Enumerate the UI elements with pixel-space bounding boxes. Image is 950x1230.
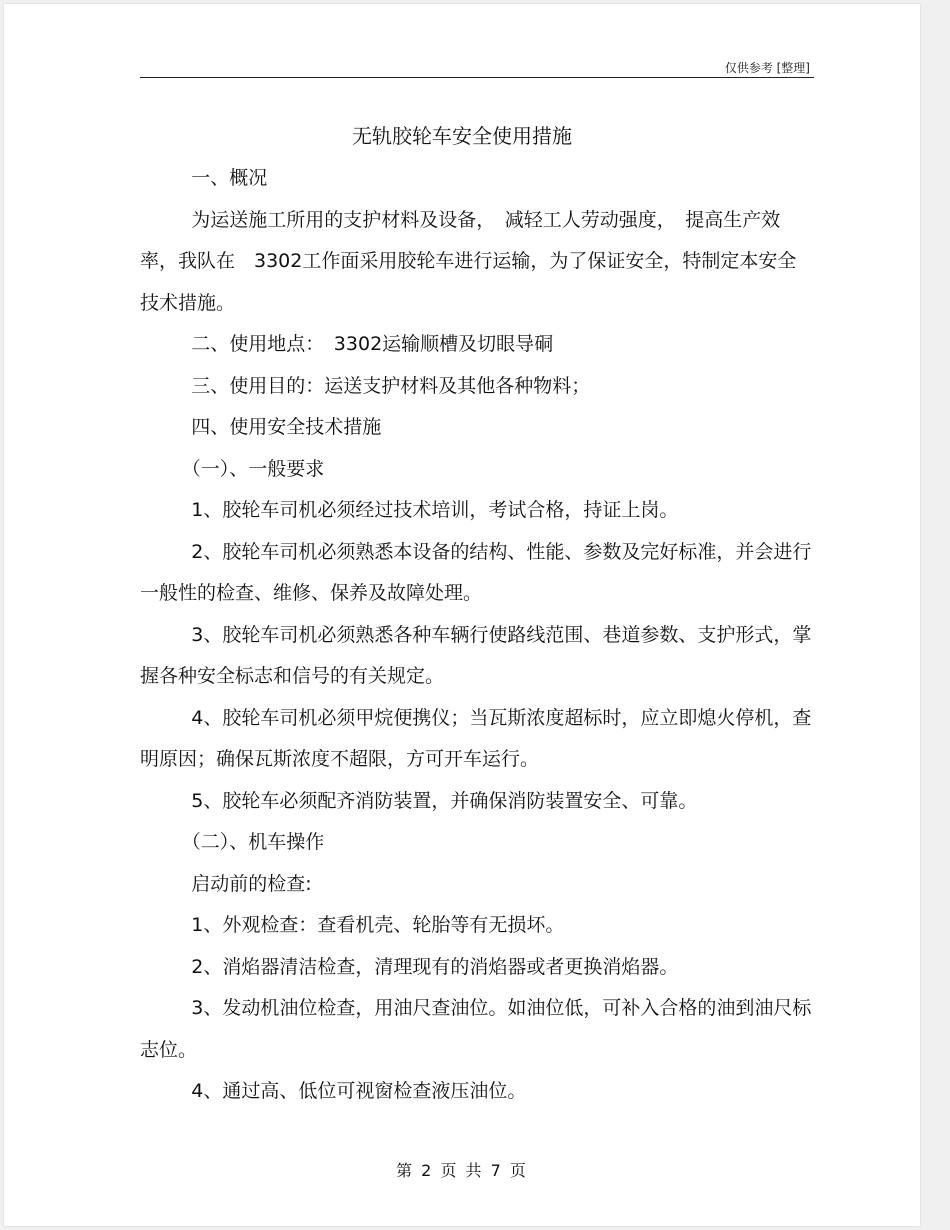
section-heading-measures: 四、使用安全技术措施 — [191, 416, 382, 438]
section-heading-overview: 一、概况 — [191, 167, 268, 189]
paragraph-precheck: 启动前的检查: — [191, 872, 312, 895]
subsection-heading-operation: （二）、机车操作 — [181, 831, 325, 853]
list-item: 4、胶轮车司机必须甲烷便携仪；当瓦斯浓度超标时，应立即熄火停机，查明原因；确保瓦斯浓度不超限，方可开车运行。 — [140, 706, 812, 770]
paragraph-overview: 为运送施工所用的支护材料及设备， 减轻工人劳动强度， 提高生产效率，我队在 3302工作面采用胶轮车进行运输，为了保证安全，特制定本安全技术措施。 — [140, 208, 797, 314]
list-item: 1、外观检查：查看机壳、轮胎等有无损坏。 — [191, 914, 565, 936]
list-item: 5、胶轮车必须配齐消防装置，并确保消防装置安全、可靠。 — [191, 789, 698, 812]
list-item: 3、胶轮车司机必须熟悉各种车辆行使路线范围、巷道参数、支护形式，掌握各种安全标志和信号的有关规定。 — [140, 623, 812, 687]
list-item: 1、胶轮车司机必须经过技术培训，考试合格，持证上岗。 — [191, 499, 679, 521]
list-item: 2、消焰器清洁检查，清理现有的消焰器或者更换消焰器。 — [191, 955, 679, 978]
section-heading-location: 二、使用地点： 3302运输顺槽及切眼导硐 — [191, 333, 554, 355]
document-title: 无轨胶轮车安全使用措施 — [352, 124, 572, 148]
document-page — [4, 4, 920, 1226]
subsection-heading-general: （一）、一般要求 — [181, 457, 325, 480]
list-item: 4、通过高、低位可视窗检查液压油位。 — [191, 1080, 527, 1102]
list-item: 3、发动机油位检查，用油尺查油位。如油位低，可补入合格的油到油尺标志位。 — [140, 997, 812, 1061]
header-divider — [140, 77, 814, 78]
page-number: 第 2 页 共 7 页 — [396, 1161, 528, 1180]
header-note: 仅供参考 [整理] — [724, 61, 810, 75]
document-body — [140, 158, 814, 1113]
section-heading-purpose: 三、使用目的：运送支护材料及其他各种物料； — [191, 374, 591, 397]
list-item: 2、胶轮车司机必须熟悉本设备的结构、性能、参数及完好标准，并会进行一般性的检查、维修、保养及故障处理。 — [140, 540, 812, 604]
